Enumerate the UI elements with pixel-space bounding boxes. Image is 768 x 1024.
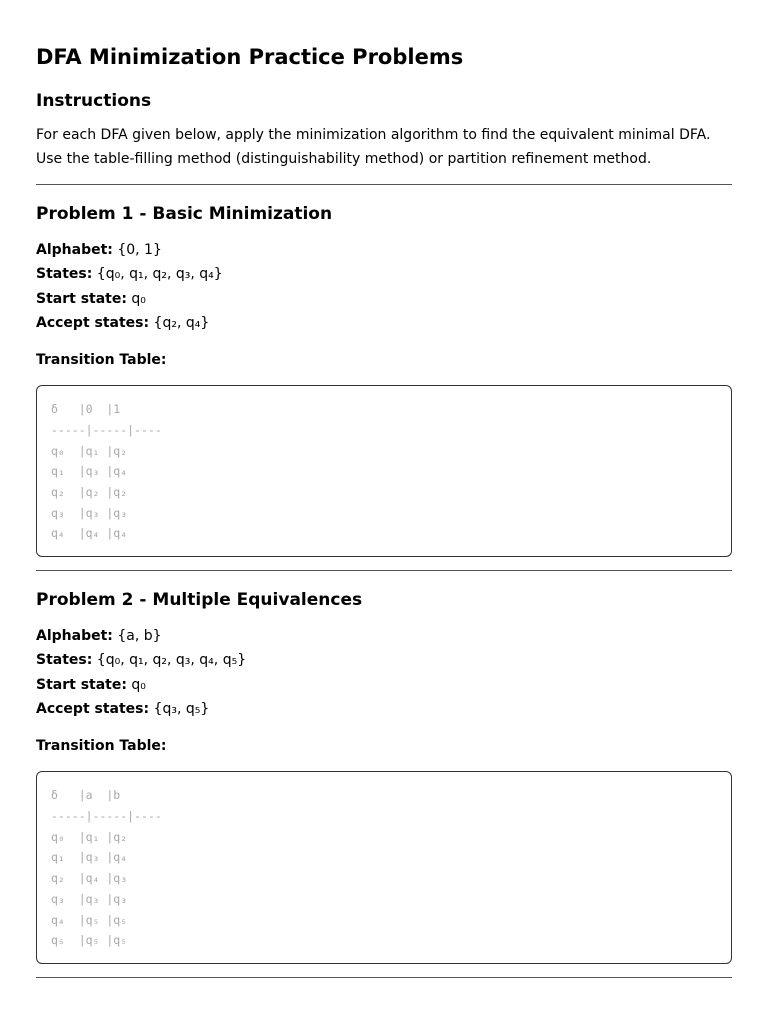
section-divider bbox=[36, 977, 732, 978]
code-line: q₂ |q₄ |q₃ bbox=[51, 871, 128, 886]
transition-table-code-block bbox=[36, 771, 732, 964]
alphabet-value: {a, b} bbox=[112, 628, 162, 645]
states-label: States: bbox=[36, 652, 93, 669]
problem-2-section bbox=[36, 589, 732, 964]
start-state-label: Start state: bbox=[36, 676, 127, 693]
accept-states-value: {q₂, q₄} bbox=[149, 314, 210, 331]
code-line: q₂ |q₂ |q₂ bbox=[51, 485, 128, 499]
transition-table-heading: Transition Table: bbox=[36, 738, 167, 755]
states-line bbox=[36, 648, 732, 672]
code-line: q₀ |q₁ |q₂ bbox=[51, 829, 128, 844]
code-line: q₄ |q₅ |q₅ bbox=[51, 912, 128, 927]
alphabet-label: Alphabet: bbox=[36, 242, 113, 258]
transition-table-code-block bbox=[36, 385, 732, 557]
code-line: -----|-----|---- bbox=[51, 809, 162, 823]
code-line: q₄ |q₄ |q₄ bbox=[51, 526, 128, 541]
instructions-paragraph: For each DFA given below, apply the minimization algorithm to find the equivalent minimal DFA. Use the table-filling method (distinguishability method) or partition refinement method. bbox=[36, 127, 711, 167]
code-line: q₁ |q₃ |q₄ bbox=[51, 850, 128, 865]
start-state-line bbox=[36, 673, 732, 697]
accept-states-line bbox=[36, 311, 732, 335]
code-line: δ |0 |1 bbox=[51, 402, 121, 417]
accept-states-line bbox=[36, 697, 732, 721]
code-line: -----|-----|---- bbox=[51, 422, 162, 437]
start-state-line bbox=[36, 287, 732, 311]
accept-states-label: Accept states: bbox=[36, 314, 150, 331]
code-line: q₃ |q₃ |q₃ bbox=[51, 891, 128, 906]
problem-1-section bbox=[36, 203, 732, 557]
alphabet-line bbox=[36, 238, 732, 262]
code-line: δ |a |b bbox=[51, 788, 121, 803]
accept-states-label: Accept states: bbox=[36, 701, 150, 717]
transition-table-heading: Transition Table: bbox=[36, 352, 167, 369]
start-state-label: Start state: bbox=[36, 290, 127, 307]
code-line: q₃ |q₃ |q₃ bbox=[51, 505, 128, 520]
alphabet-label: Alphabet: bbox=[36, 628, 113, 645]
section-divider bbox=[36, 570, 732, 571]
problem-2-heading: Problem 2 - Multiple Equivalences bbox=[36, 590, 363, 611]
page-title: DFA Minimization Practice Problems bbox=[36, 45, 464, 69]
states-value: {q₀, q₁, q₂, q₃, q₄} bbox=[92, 266, 223, 283]
instructions-heading: Instructions bbox=[36, 91, 152, 111]
alphabet-line bbox=[36, 624, 732, 648]
code-line: q₀ |q₁ |q₂ bbox=[51, 443, 128, 458]
states-value: {q₀, q₁, q₂, q₃, q₄, q₅} bbox=[92, 652, 247, 669]
states-line bbox=[36, 262, 732, 286]
problem-1-heading: Problem 1 - Basic Minimization bbox=[36, 204, 333, 224]
code-line: q₁ |q₃ |q₄ bbox=[51, 464, 128, 479]
states-label: States: bbox=[36, 266, 93, 283]
code-line: q₅ |q₅ |q₅ bbox=[51, 933, 128, 948]
problem-2-properties bbox=[36, 624, 732, 721]
alphabet-value: {0, 1} bbox=[112, 242, 162, 258]
section-divider bbox=[36, 184, 732, 185]
start-state-value: q₀ bbox=[126, 676, 146, 693]
start-state-value: q₀ bbox=[126, 290, 146, 307]
accept-states-value: {q₃, q₅} bbox=[149, 701, 210, 717]
problem-1-properties bbox=[36, 238, 732, 335]
